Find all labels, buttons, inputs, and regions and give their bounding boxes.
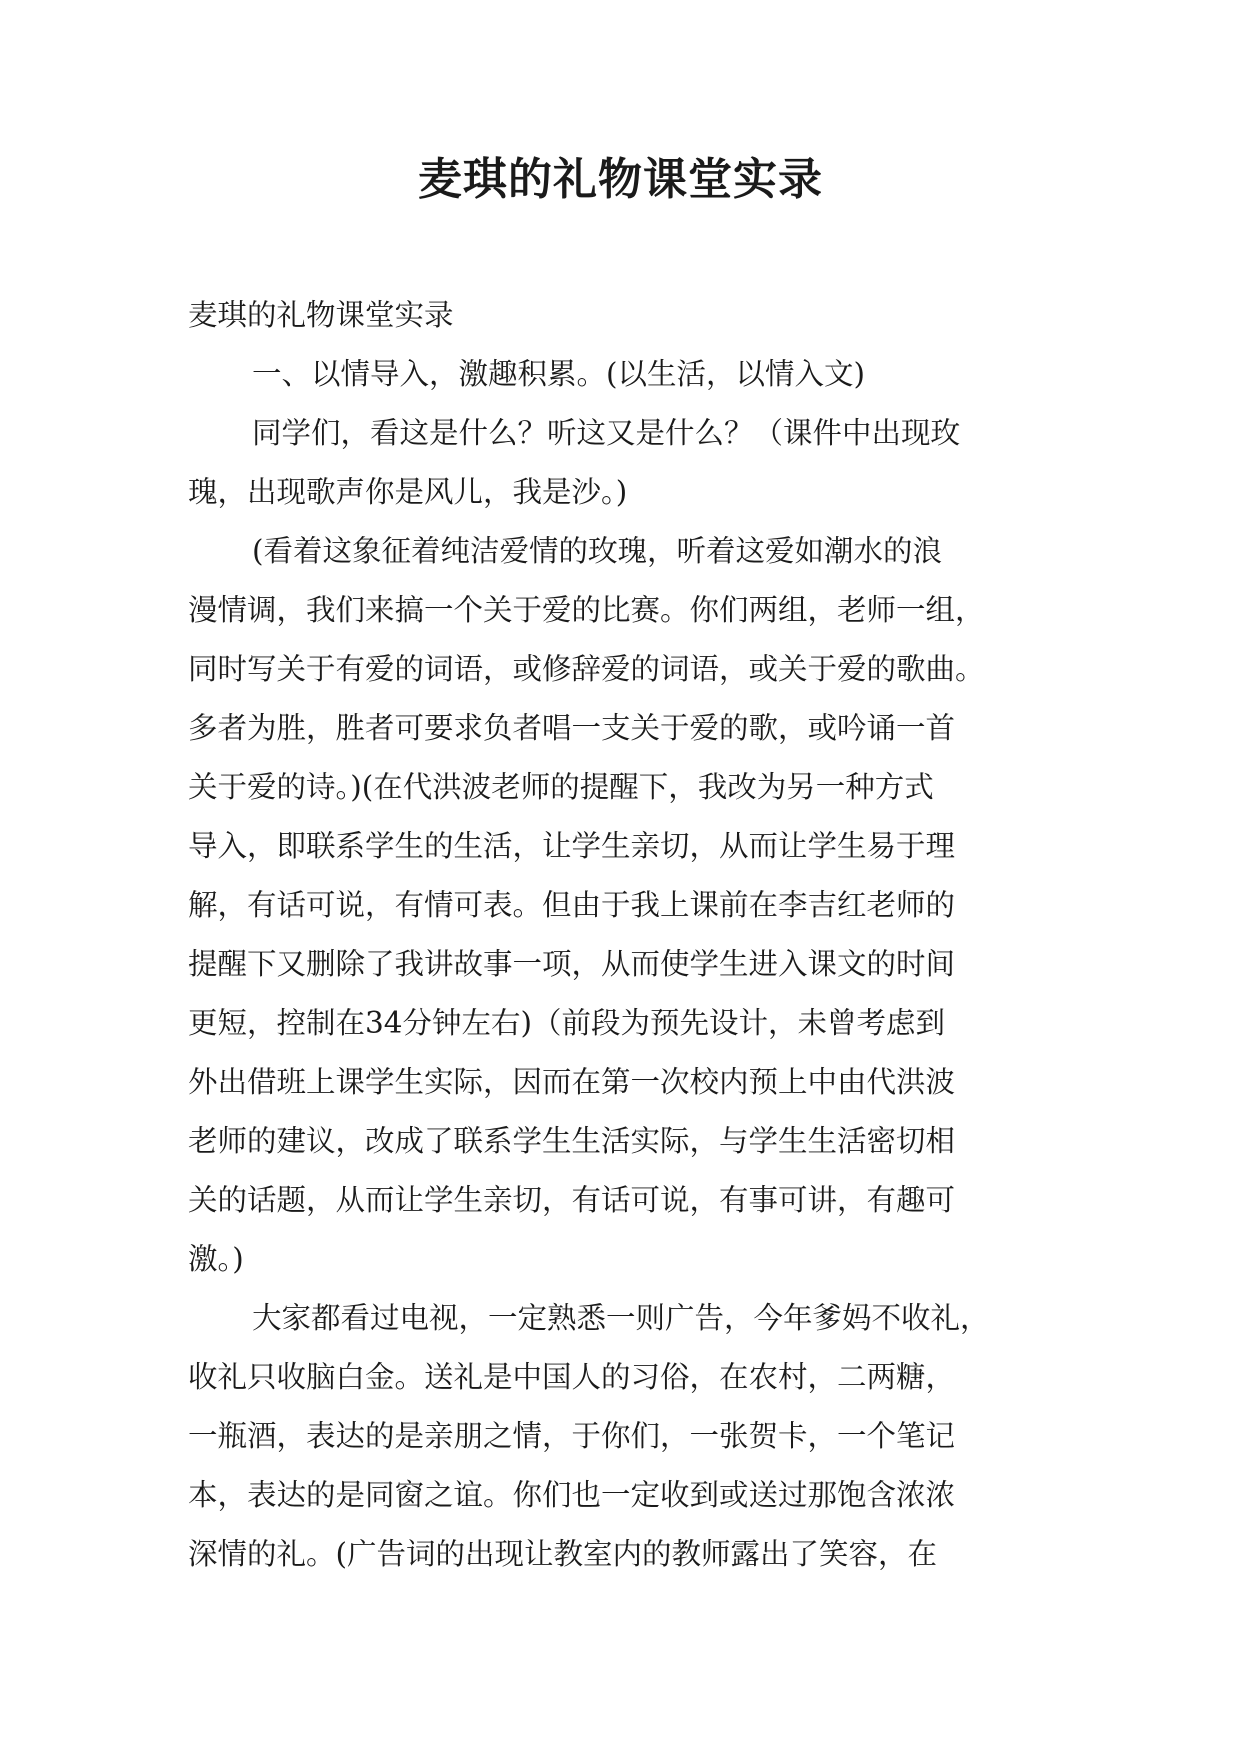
paragraph-line: 瑰，出现歌声你是风儿，我是沙。)	[188, 475, 628, 509]
paragraph-line: 多者为胜，胜者可要求负者唱一支关于爱的歌，或吟诵一首	[188, 711, 956, 745]
paragraph-line: 同时写关于有爱的词语，或修辞爱的词语，或关于爱的歌曲。	[188, 652, 985, 686]
document-body	[188, 286, 1058, 1584]
paragraph-line: (看着这象征着纯洁爱情的玫瑰，听着这爱如潮水的浪	[252, 534, 943, 568]
paragraph-line: 导入，即联系学生的生活，让学生亲切，从而让学生易于理	[188, 829, 956, 863]
paragraph-line: 漫情调，我们来搞一个关于爱的比赛。你们两组，老师一组，	[188, 593, 985, 627]
paragraph-line: 一瓶酒，表达的是亲朋之情，于你们，一张贺卡，一个笔记	[188, 1419, 956, 1453]
paragraph-line: 一、以情导入，激趣积累。(以生活，以情入文)	[252, 357, 866, 391]
paragraph-line: 提醒下又删除了我讲故事一项，从而使学生进入课文的时间	[188, 947, 956, 981]
paragraph-line: 外出借班上课学生实际，因而在第一次校内预上中由代洪波	[188, 1065, 956, 1099]
paragraph-line: 收礼只收脑白金。送礼是中国人的习俗，在农村，二两糖，	[188, 1360, 956, 1394]
paragraph-line: 更短，控制在34分钟左右)（前段为预先设计，未曾考虑到	[188, 1006, 946, 1040]
paragraph-line: 同学们，看这是什么？听这又是什么？（课件中出现玫	[252, 416, 961, 450]
paragraph-line: 老师的建议，改成了联系学生生活实际，与学生生活密切相	[188, 1124, 956, 1158]
paragraph-line: 激。)	[188, 1242, 244, 1276]
document-title: 麦琪的礼物课堂实录	[418, 154, 823, 205]
paragraph-line: 解，有话可说，有情可表。但由于我上课前在李吉红老师的	[188, 888, 956, 922]
paragraph-line: 深情的礼。(广告词的出现让教室内的教师露出了笑容，在	[188, 1537, 938, 1571]
paragraph-line: 大家都看过电视，一定熟悉一则广告，今年爹妈不收礼，	[252, 1301, 990, 1335]
paragraph-line: 麦琪的礼物课堂实录	[188, 298, 454, 332]
paragraph-line: 关的话题，从而让学生亲切，有话可说，有事可讲，有趣可	[188, 1183, 956, 1217]
paragraph-line: 关于爱的诗。)(在代洪波老师的提醒下，我改为另一种方式	[188, 770, 934, 804]
paragraph-line: 本，表达的是同窗之谊。你们也一定收到或送过那饱含浓浓	[188, 1478, 956, 1512]
